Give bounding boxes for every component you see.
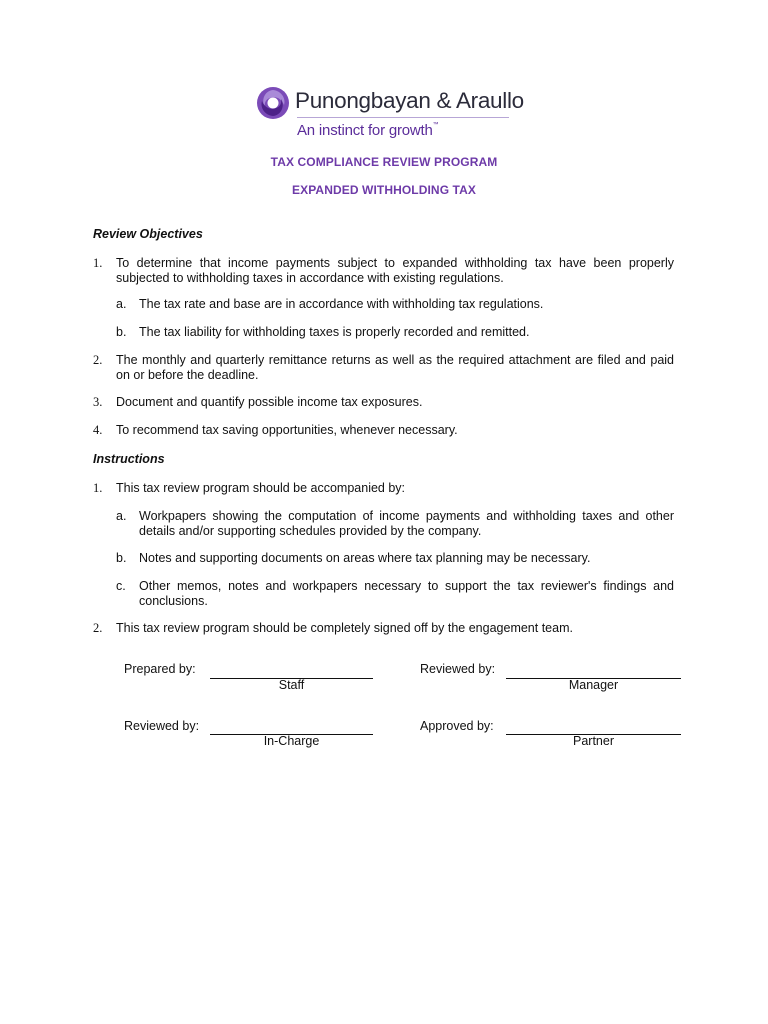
swirl-logo-icon [256, 86, 290, 120]
list-item: This tax review program should be accompanied by: [116, 481, 406, 495]
review-objectives-heading: Review Objectives [93, 227, 203, 241]
brand-name: Punongbayan & Araullo [295, 88, 524, 113]
list-number: 4. [93, 423, 103, 437]
list-number: 1. [93, 256, 103, 270]
list-letter: a. [116, 509, 127, 523]
list-item: Workpapers showing the computation of income payments and withholding taxes and other details and/or supporting schedules provided by the company. [139, 509, 674, 538]
prepared-by-role: Staff [278, 678, 305, 692]
list-letter: c. [116, 579, 126, 593]
instructions-heading: Instructions [93, 452, 165, 466]
reviewed-by-incharge-role: In-Charge [263, 734, 320, 748]
trademark-mark: ™ [432, 122, 439, 128]
list-number: 2. [93, 353, 103, 367]
brand-tagline: An instinct for growth™ [297, 122, 439, 139]
approved-by-label: Approved by: [420, 719, 494, 733]
company-logo [256, 86, 524, 142]
list-item: Other memos, notes and workpapers necessary to support the tax reviewer's findings and conclusions. [139, 579, 674, 608]
list-item: To determine that income payments subject to expanded withholding tax have been properly subjected to withholding taxes in accordance with existing regulations. [116, 256, 674, 285]
list-item: The monthly and quarterly remittance returns as well as the required attachment are filed and paid on or before the deadline. [116, 353, 674, 382]
reviewed-by-manager-role: Manager [568, 678, 619, 692]
document-title: TAX COMPLIANCE REVIEW PROGRAM [270, 155, 498, 169]
list-letter: b. [116, 551, 127, 565]
list-item: The tax rate and base are in accordance with withholding tax regulations. [139, 297, 544, 311]
list-number: 2. [93, 621, 103, 635]
prepared-by-label: Prepared by: [124, 662, 196, 676]
list-item: The tax liability for withholding taxes is properly recorded and remitted. [139, 325, 530, 339]
list-item: This tax review program should be completely signed off by the engagement team. [116, 621, 573, 635]
list-number: 3. [93, 395, 103, 409]
list-item: To recommend tax saving opportunities, whenever necessary. [116, 423, 458, 437]
list-letter: b. [116, 325, 127, 339]
list-letter: a. [116, 297, 127, 311]
reviewed-by-manager-label: Reviewed by: [420, 662, 496, 676]
approved-by-role: Partner [573, 734, 614, 748]
reviewed-by-incharge-label: Reviewed by: [124, 719, 200, 733]
list-item: Document and quantify possible income tax exposures. [116, 395, 423, 409]
document-subtitle: EXPANDED WITHHOLDING TAX [292, 183, 476, 197]
list-item: Notes and supporting documents on areas where tax planning may be necessary. [139, 551, 591, 565]
list-number: 1. [93, 481, 103, 495]
logo-divider [297, 117, 509, 118]
